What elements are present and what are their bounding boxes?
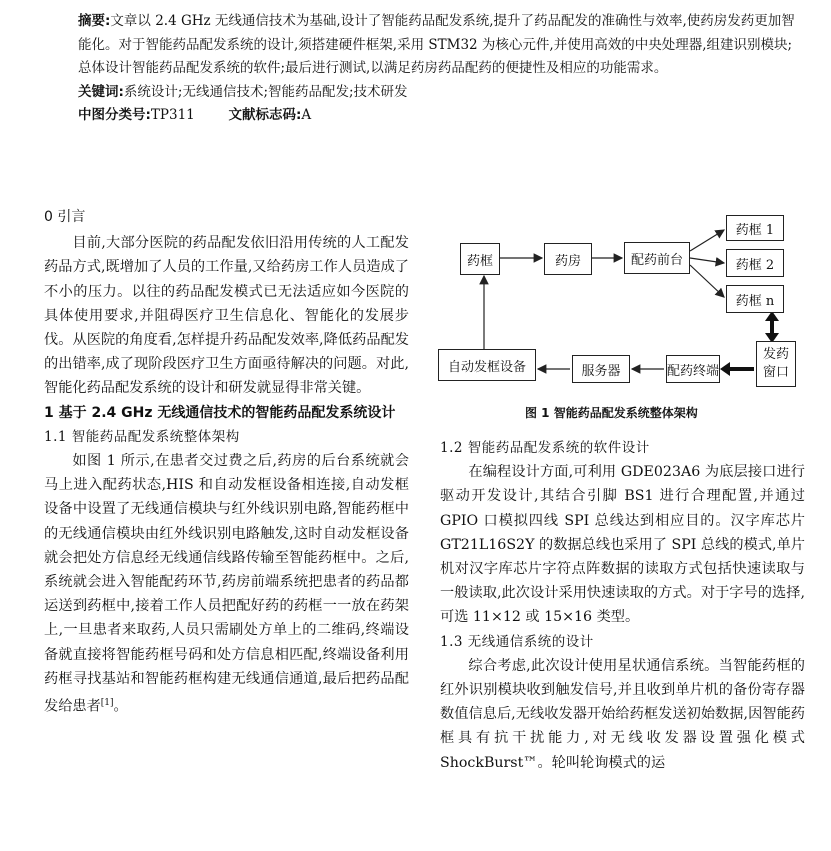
abstract-text: 文章以 2.4 GHz 无线通信技术为基础,设计了智能药品配发系统,提升了药品配发的准确性与效率,使药房发药更加智能化。对于智能药品配发系统的设计,须搭建硬件框架,采用 STM32 为核心元件,并使用高效的中央处理器,组建识别模块;总体设计智能药品配发系统的软件;最后进行测试,以满足药房药品配药的便捷性及相应的功能需求。 xyxy=(78,13,795,76)
section-1-1-paragraph xyxy=(44,449,409,719)
window-label-2: 窗口 xyxy=(762,365,789,380)
abstract-paragraph xyxy=(78,10,798,81)
box-server: 服务器 xyxy=(572,355,630,383)
section-0-title: 0 引言 xyxy=(44,209,86,225)
section-1-1-end: 。 xyxy=(113,698,128,715)
section-1-1-title: 1.1 智能药品配发系统整体架构 xyxy=(44,428,240,445)
keywords-line xyxy=(78,81,798,105)
clc-value: TP311 xyxy=(150,107,195,123)
abstract-label: 摘要: xyxy=(78,13,111,29)
box-window xyxy=(756,341,796,387)
classification-line xyxy=(78,104,798,128)
box-yaokuang-2: 药框 2 xyxy=(726,249,784,277)
architecture-diagram xyxy=(432,205,812,435)
figure-caption: 图 1 智能药品配发系统整体架构 xyxy=(525,406,698,420)
box-peiyao-qiantai: 配药前台 xyxy=(624,242,690,274)
window-label-1: 发药 xyxy=(762,347,789,362)
box-yaofang: 药房 xyxy=(544,243,592,275)
keywords-label: 关键词: xyxy=(78,83,124,100)
section-1-2-paragraph: 在编程设计方面,可利用 GDE023A6 为底层接口进行驱动开发设计,其结合引脚 BS1 进行合理配置,并通过 GPIO 口模拟四线 SPI 总线达到相应目的。汉字库芯片 GT21L16S2Y 的数据总线也采用了 SPI 总线的模式,单片机对汉字库芯片字符点阵数据的读取方式包括快速读取与一般读取,此次设计采用快速读取的方式。对于字号的选择,可选 11×12 或 15×16 类型。 xyxy=(440,464,805,626)
box-yaokuang-n: 药框 n xyxy=(726,285,784,313)
keywords-text: 系统设计;无线通信技术;智能药品配发;技术研发 xyxy=(123,83,408,100)
box-yaokuang: 药框 xyxy=(460,243,500,275)
section-1-3-paragraph: 综合考虑,此次设计使用星状通信系统。当智能药框的红外识别模块收到触发信号,并且收到单片机的备份寄存器数值信息后,无线收发器开始给药框发送初始数据,因智能药框具有抗干扰能力,对无线收发器设置强化模式 ShockBurst™。轮叫轮询模式的运 xyxy=(440,657,805,771)
arrow-to-box2 xyxy=(690,258,724,263)
left-column xyxy=(44,205,409,719)
right-column xyxy=(440,436,805,775)
box-auto-device: 自动发框设备 xyxy=(438,349,536,381)
section-1-2-title: 1.2 智能药品配发系统的软件设计 xyxy=(440,440,650,456)
doc-code-value: A xyxy=(301,107,312,123)
arrowhead-left xyxy=(720,362,730,376)
doc-code-label: 文献标志码: xyxy=(228,107,302,123)
citation-ref[interactable]: [1] xyxy=(100,698,114,709)
arrow-to-box1 xyxy=(690,230,724,251)
section-0-paragraph: 目前,大部分医院的药品配发依旧沿用传统的人工配发药品方式,既增加了人员的工作量,又给药房工作人员造成了不小的压力。以往的药品配发模式已无法适应如今医院的具体使用要求,并阻碍医疗卫生信息化、智能化的发展步伐。从医院的角度看,怎样提升药品配发效率,降低药品配发的出错率,成了现阶段医疗卫生方面亟待解决的问题。对此,智能化药品配发系统的设计和研发就显得非常关键。 xyxy=(44,235,409,397)
section-1-1-text: 如图 1 所示,在患者交过费之后,药房的后台系统就会马上进入配药状态,HIS 和自动发框设备相连接,自动发框设备中设置了无线通信模块与红外线识别电路,智能药框中的无线通信模块由红外线识别电路触发,这时自动发框设备就会把处方信息经无线通信线路传输至智能药框中。之后,系统就会进入智能配药环节,药房前端系统把患者的药品都运送到药框中,接着工作人员把配好药的药框一一放在药架上,一旦患者来取药,人员只需刷处方单上的二维码,终端设备就直接将智能药框号码和处方信息相匹配,终端设备利用药框寻找基站和智能药框构建无线通信通道,最后把药品配发给患者 xyxy=(44,453,409,715)
box-terminal: 配药终端 xyxy=(666,355,720,383)
section-1-title: 1 基于 2.4 GHz 无线通信技术的智能药品配发系统设计 xyxy=(44,404,396,421)
abstract-block xyxy=(78,10,798,128)
arrow-to-boxn xyxy=(690,265,724,297)
box-yaokuang-1: 药框 1 xyxy=(726,215,784,241)
section-1-3-title: 1.3 无线通信系统的设计 xyxy=(440,633,594,650)
clc-label: 中图分类号: xyxy=(78,107,151,123)
